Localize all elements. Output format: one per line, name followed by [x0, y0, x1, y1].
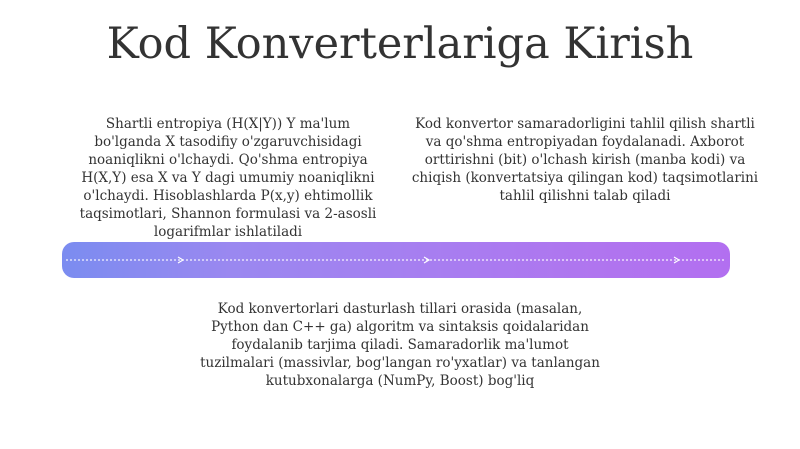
text-block-left: Shartli entropiya (H(X|Y)) Y ma'lum bo'lganda X tasodifiy o'zgaruvchisidagi noaniqlikni o'lchaydi. Qo'shma entropiya H(X,Y) esa X va Y dagi umumiy noaniqlikni o'lchaydi. Hisoblashlarda P(x,y) ehtimollik taqsimotlari, Shannon formulasi va 2-asosli logarifmlar ishlatiladi [79, 116, 377, 240]
timeline-arrows [62, 242, 730, 278]
timeline-bar [62, 242, 730, 278]
slide-title: Kod Konverterlariga Kirish [106, 19, 694, 69]
text-block-bottom: Kod konvertorlari dasturlash tillari orasida (masalan, Python dan C++ ga) algoritm va sintaksis qoidalaridan foydalanib tarjima qiladi. Samaradorlik ma'lumot tuzilmalari (massivlar, bog'langan ro'yxatlar) va tanlangan kutubxonalarga (NumPy, Boost) bog'liq [200, 301, 600, 389]
text-block-right: Kod konvertor samaradorligini tahlil qilish shartli va qo'shma entropiyadan foydalanadi. Axborot orttirishni (bit) o'lchash kirish (manba kodi) va chiqish (konvertatsiya qilingan kod) taqsimotlarini tahlil qilishni talab qiladi [411, 116, 759, 204]
